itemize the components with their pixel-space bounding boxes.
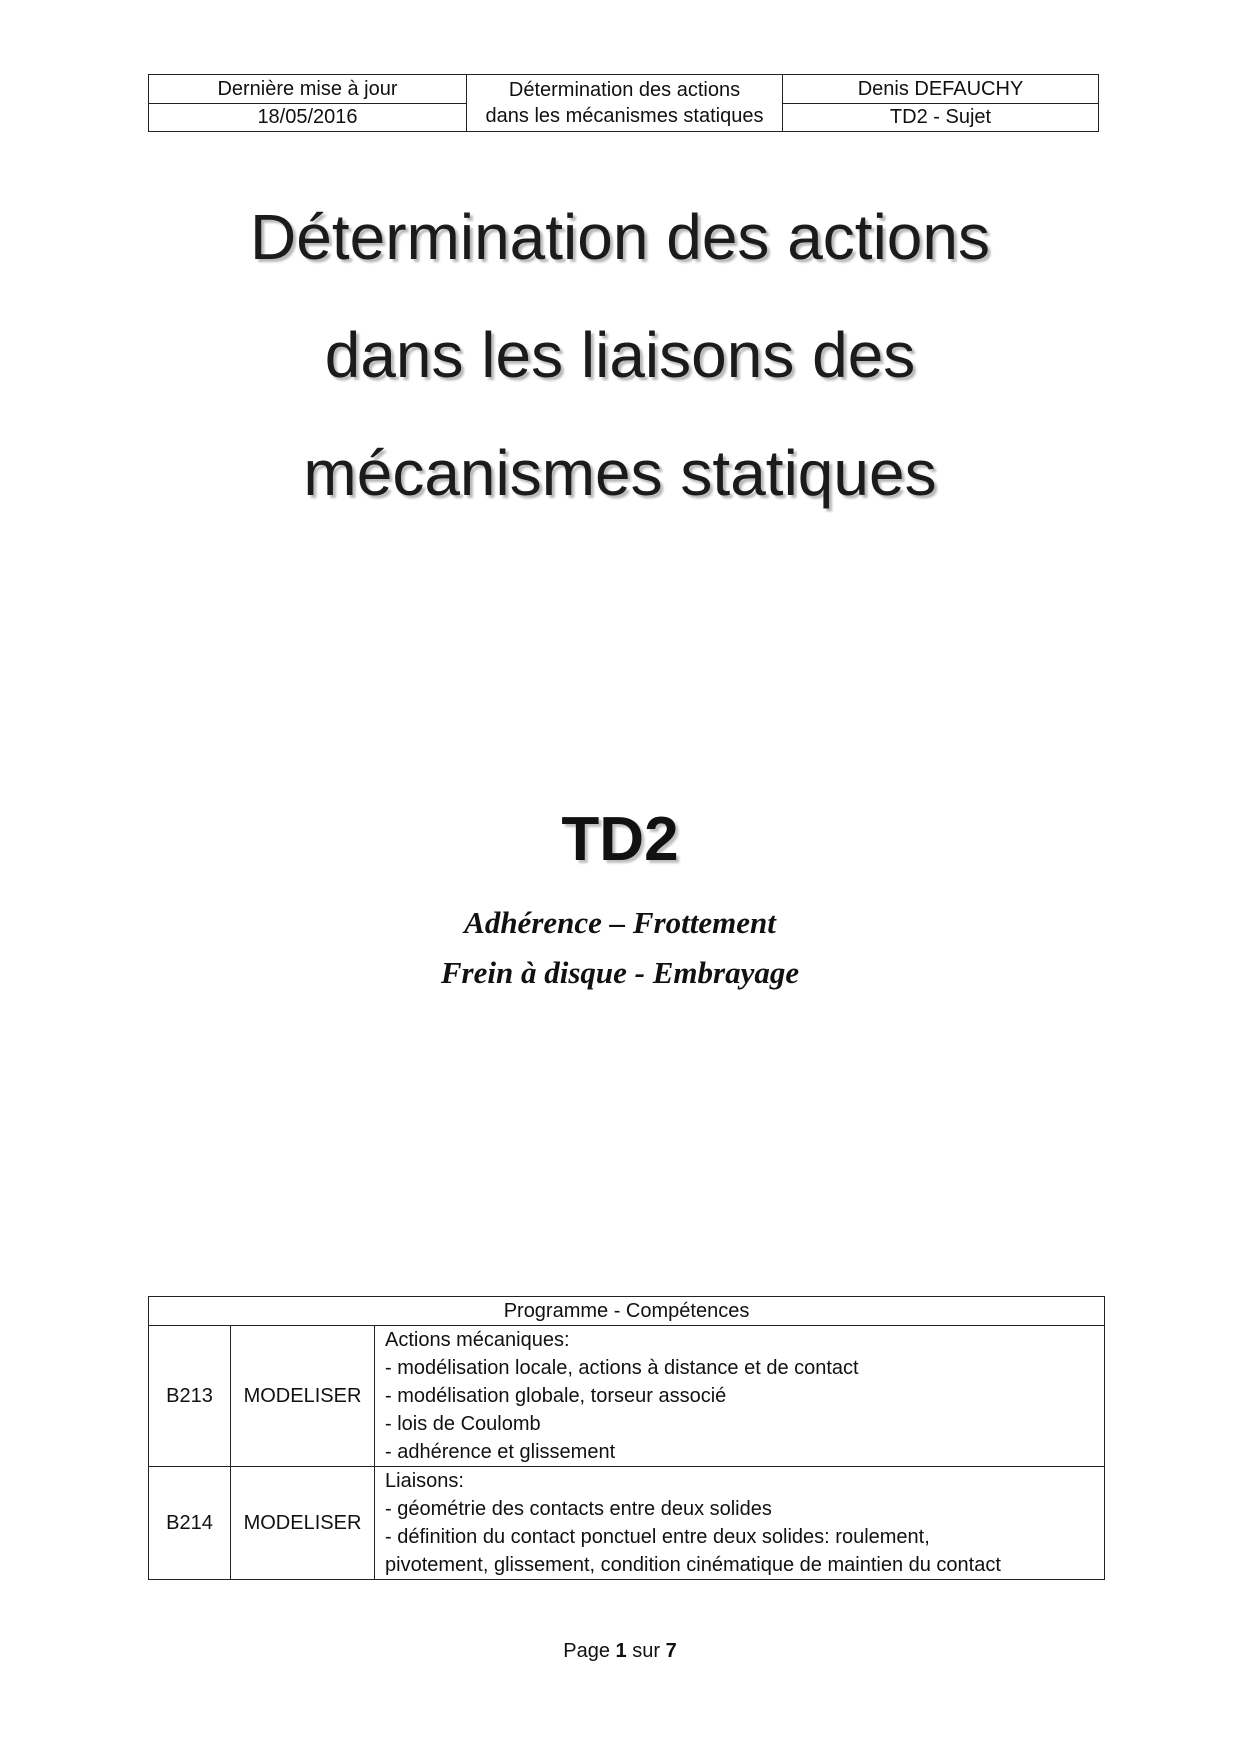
total-pages-number: 7 [665, 1640, 677, 1662]
header-table [148, 74, 1099, 132]
description-line: - lois de Coulomb [385, 1413, 541, 1435]
description-line: pivotement, glissement, condition cinématique de maintien du contact [385, 1554, 1001, 1576]
author-cell: Denis DEFAUCHY [783, 75, 1099, 104]
subtitle-line-1: Adhérence – Frottement [464, 905, 776, 940]
subject-line-2: dans les mécanismes statiques [485, 105, 764, 127]
document-title [120, 178, 1120, 532]
page-separator: sur [632, 1640, 661, 1662]
description-line: - définition du contact ponctuel entre deux solides: roulement, [385, 1526, 930, 1548]
page-footer [420, 1637, 820, 1665]
competence-verb: MODELISER [231, 1326, 375, 1467]
description-line: - géométrie des contacts entre deux solides [385, 1498, 772, 1520]
description-line: - modélisation locale, actions à distance et de contact [385, 1357, 859, 1379]
subject-cell [467, 75, 783, 132]
competence-code: B213 [149, 1326, 231, 1467]
title-line-3: mécanismes statiques [303, 437, 937, 509]
description-line: - adhérence et glissement [385, 1441, 616, 1463]
programme-table [148, 1296, 1105, 1580]
td-label: TD2 [561, 805, 679, 874]
title-line-1: Détermination des actions [250, 201, 990, 273]
last-update-date: 18/05/2016 [149, 103, 467, 132]
description-line: Liaisons: [385, 1470, 464, 1492]
table-row [149, 1326, 1105, 1467]
subtitle-block [220, 898, 1020, 998]
competence-code: B214 [149, 1467, 231, 1580]
current-page-number: 1 [615, 1640, 627, 1662]
document-type-cell: TD2 - Sujet [783, 103, 1099, 132]
subtitle-line-2: Frein à disque - Embrayage [440, 955, 800, 990]
page-prefix: Page [563, 1640, 610, 1662]
competence-verb: MODELISER [231, 1467, 375, 1580]
table-row [149, 1467, 1105, 1580]
description-line: - modélisation globale, torseur associé [385, 1385, 727, 1407]
subject-line-1: Détermination des actions [508, 79, 741, 101]
last-update-label: Dernière mise à jour [149, 75, 467, 104]
competence-description [375, 1467, 1105, 1580]
competence-description [375, 1326, 1105, 1467]
programme-header: Programme - Compétences [149, 1297, 1105, 1326]
title-line-2: dans les liaisons des [324, 319, 916, 391]
description-line: Actions mécaniques: [385, 1329, 570, 1351]
